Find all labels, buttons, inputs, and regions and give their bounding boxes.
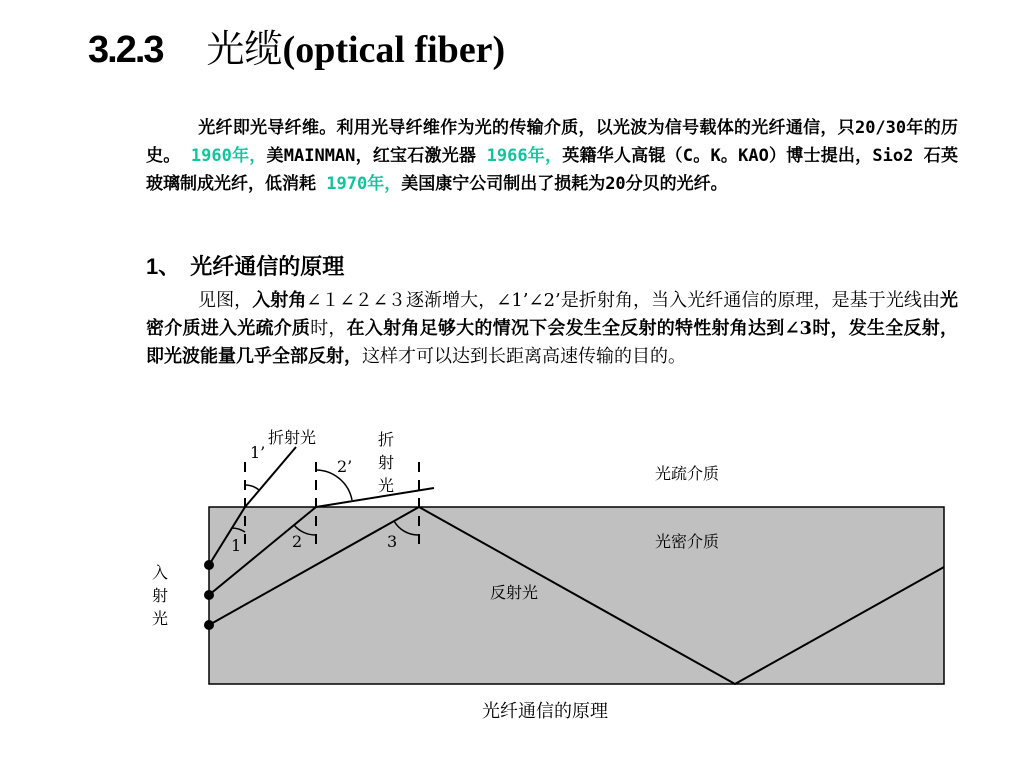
- label-incident-light-c: 光: [152, 609, 169, 628]
- label-incident-light-a: 入: [152, 563, 169, 582]
- principle-text-1: 见图，: [198, 290, 253, 311]
- intro-text-2: 美MAINMAN，红宝石激光器: [266, 146, 477, 166]
- intro-year-1960: 1960年，: [190, 146, 267, 166]
- label-dense-medium: 光密介质: [655, 532, 720, 551]
- principle-bold-3: 在入射角足够大的情况下会发生全反射的特性射角达到∠3时，发生全反射，即光波能量几乎全部反射，: [146, 318, 959, 367]
- label-angle-3: 3: [387, 532, 398, 551]
- label-rare-medium: 光疏介质: [655, 464, 720, 483]
- label-refracted-light-1: 折射光: [268, 428, 317, 447]
- intro-year-1966: 1966年，: [486, 146, 563, 166]
- diagram-caption: 光纤通信的原理: [482, 701, 608, 722]
- principle-text-4: 这样才可以达到长距离高速传输的目的。: [362, 346, 686, 367]
- label-refracted-light-2c: 光: [378, 476, 395, 495]
- entry-dot-1: [204, 560, 214, 570]
- entry-dot-2: [204, 590, 214, 600]
- principle-bold-1: 入射角: [252, 290, 307, 311]
- label-refracted-light-2a: 折: [378, 430, 395, 449]
- heading-number: 3.2.3: [88, 29, 163, 71]
- heading-title-en: (optical fiber): [282, 29, 506, 71]
- entry-dot-3: [204, 620, 214, 630]
- label-refracted-light-2b: 射: [378, 453, 395, 472]
- intro-text-1: 光纤即光导纤维。利用光导纤维作为光的传输介质，以光波为信号载体的光纤通信，只20/30年的历史。: [146, 118, 958, 166]
- intro-year-1970: 1970年，: [326, 174, 402, 194]
- section-number: 1、: [146, 254, 181, 279]
- label-angle-2p: 2’: [337, 457, 353, 476]
- principle-bold-2: 光密介质进入光疏介质: [146, 290, 959, 339]
- intro-text-3: 英籍华人高锟（C。K。KAO）博士提出，Sio2 石英玻璃制成光纤，低消耗: [146, 146, 958, 194]
- label-angle-2: 2: [292, 532, 303, 551]
- refracted-ray-2: [316, 488, 434, 507]
- principle-text-2: ∠１∠２∠３逐渐增大，∠1’∠2’是折射角，当入光纤通信的原理，是基于光线由: [306, 290, 941, 311]
- principle-text-3: 时，: [310, 318, 347, 339]
- label-angle-1p: 1’: [250, 443, 266, 462]
- intro-text-4: 美国康宁公司制出了损耗为20分贝的光纤。: [401, 174, 728, 194]
- section-title-text: 光纤通信的原理: [190, 254, 345, 280]
- label-angle-1: 1: [231, 536, 242, 555]
- angle-arc-1p: [245, 485, 259, 490]
- label-reflected-light: 反射光: [490, 583, 539, 602]
- heading-title-zh: 光缆: [206, 27, 283, 71]
- label-incident-light-b: 射: [152, 586, 169, 605]
